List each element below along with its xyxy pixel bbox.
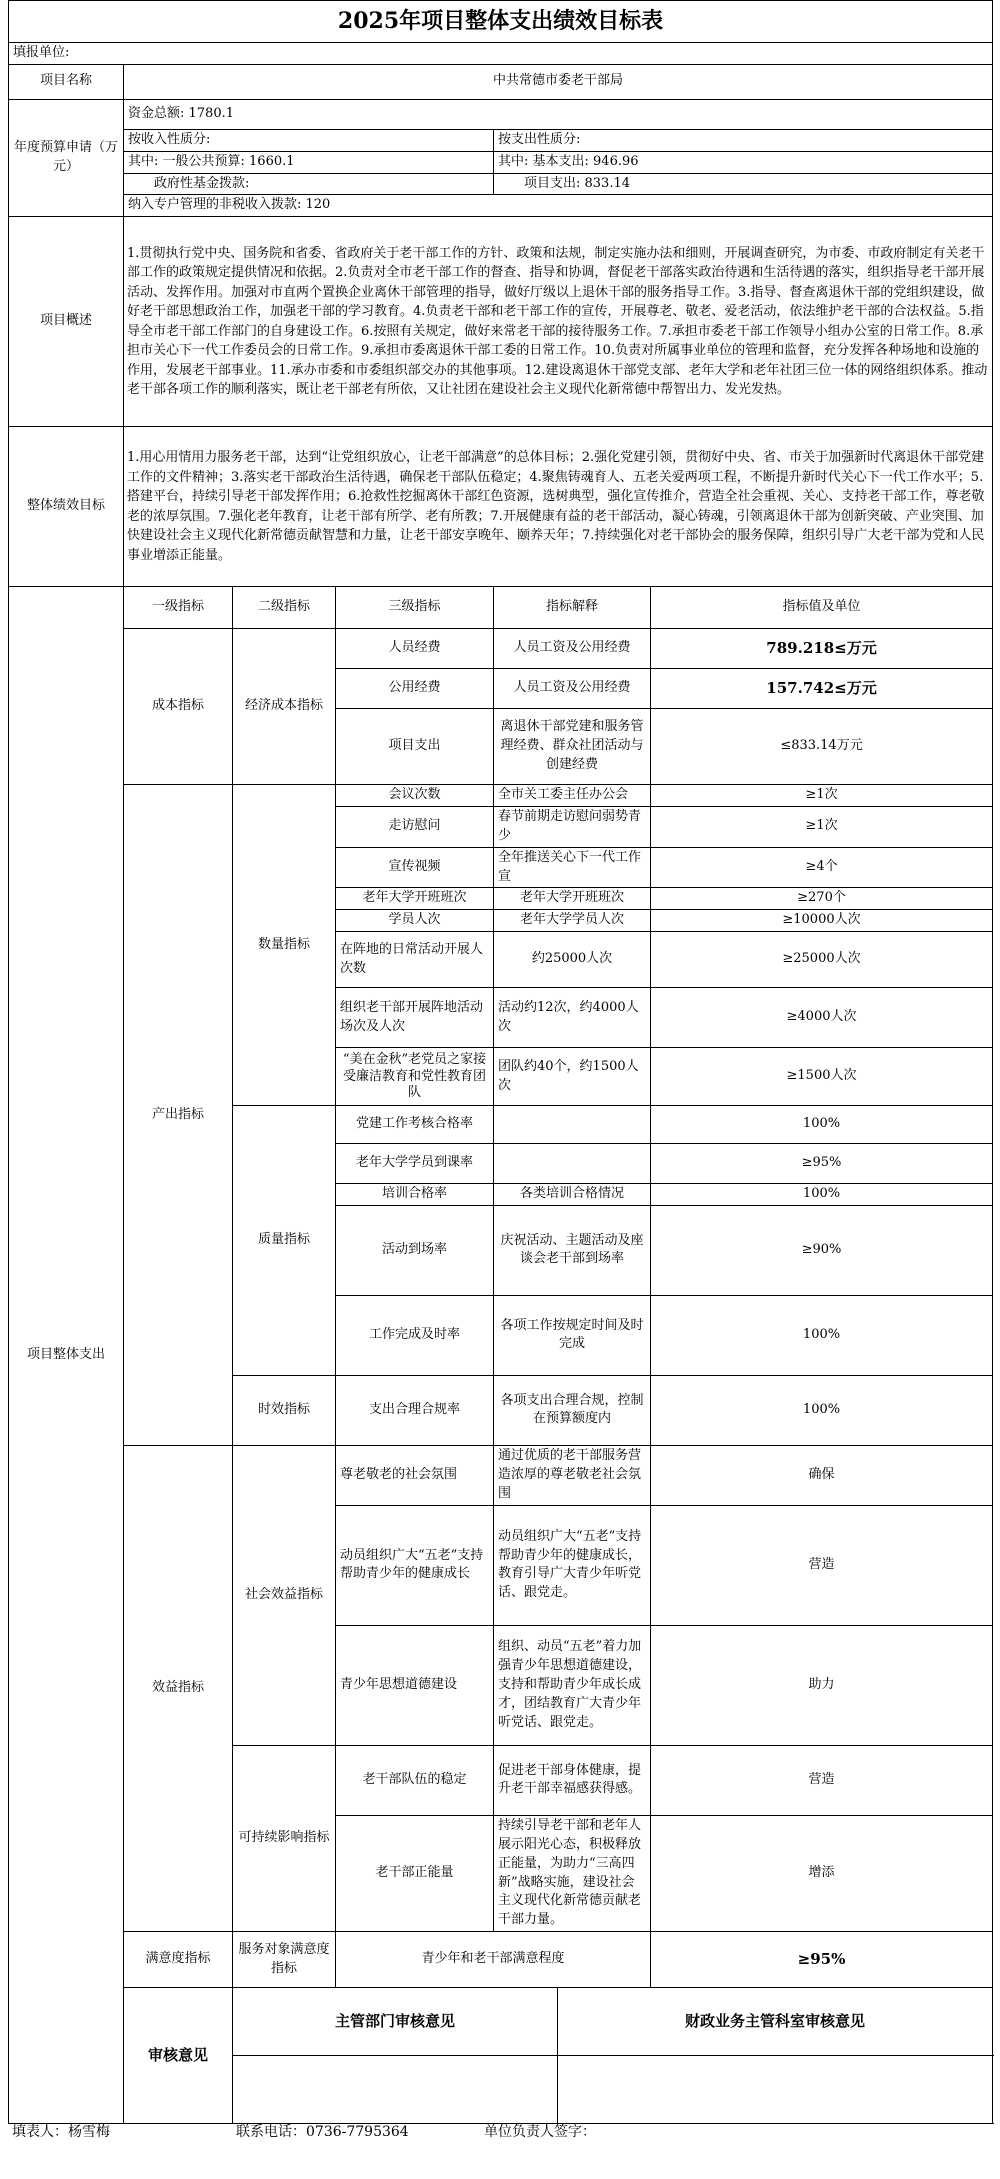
social-l3: 动员组织广大“五老”支持帮助青少年的健康成长 [336, 1505, 494, 1625]
cost-exp: 人员工资及公用经费 [494, 669, 651, 709]
qty-val: ≥25000人次 [651, 932, 993, 988]
qty-l3: 组织老干部开展阵地活动场次及人次 [336, 988, 494, 1048]
sustain-exp: 促进老干部身体健康，提升老干部幸福感获得感。 [494, 1745, 651, 1815]
leader-signature: 单位负责人签字： [484, 2124, 596, 2140]
overview-label: 项目概述 [9, 217, 124, 427]
timeliness-l2: 时效指标 [233, 1375, 336, 1445]
output-l1: 产出指标 [124, 785, 233, 1446]
header-l3: 三级指标 [336, 587, 494, 629]
satisfaction-val: ≥95% [651, 1932, 993, 1988]
budget-fund: 政府性基金拨款: [124, 173, 494, 195]
sustain-exp: 持续引导老干部和老年人展示阳光心态，积极释放正能量，为助力“三高四新”战略实施，建设社会主义现代化新常德贡献老干部力量。 [494, 1815, 651, 1931]
sustain-l3: 老干部正能量 [336, 1815, 494, 1931]
qty-l3: 老年大学开班班次 [336, 888, 494, 910]
cost-val: ≤833.14万元 [651, 709, 993, 785]
cost-l1: 成本指标 [124, 629, 233, 785]
qty-exp: 团队约40个，约1500人次 [494, 1048, 651, 1106]
qual-l3: 工作完成及时率 [336, 1295, 494, 1375]
qty-exp: 全年推送关心下一代工作宣 [494, 847, 651, 888]
qty-l3: 学员人次 [336, 910, 494, 932]
filler-name: 填表人：杨雪梅 [12, 2124, 110, 2140]
goal-text: 1.用心用情用力服务老干部，达到“让党组织放心，让老干部满意”的总体目标；2.强化党建引领，贯彻好中央、省、市关于加强新时代离退休干部党建工作的文件精神；3.落实老干部政治生活待遇，确保老干部队伍稳定；4.聚焦铸魂育人、五老关爱两项工程，不断提升新时代关心下一代工作水平；5.搭建平台，持续引导老干部发挥作用；6.抢救性挖掘离休干部红色资源，选树典型，强化宣传推介，营造全社会重视、关心、支持老干部工作，尊老敬老的浓厚氛围。7.强化老年教育，让老干部有所学、老有所教；7.开展健康有益的老干部活动，凝心铸魂，引领离退休干部为创新突破、产业突围、加快建设社会主义现代化新常德贡献智慧和力量，让老干部安享晚年、颐养天年；7.持续强化对老干部协会的服务保障，组织引导广大老干部为党和人民事业增添正能量。 [124, 427, 993, 587]
qual-val: ≥95% [651, 1144, 993, 1184]
qual-val: 100% [651, 1106, 993, 1144]
qual-exp [494, 1106, 651, 1144]
qty-val: ≥4000人次 [651, 988, 993, 1048]
sustain-l2: 可持续影响指标 [233, 1745, 336, 1931]
social-val: 确保 [651, 1445, 993, 1505]
qual-exp [494, 1144, 651, 1184]
cost-l3: 公用经费 [336, 669, 494, 709]
qual-l3: 活动到场率 [336, 1205, 494, 1295]
cost-exp: 人员工资及公用经费 [494, 629, 651, 669]
time-val: 100% [651, 1375, 993, 1445]
cost-l3: 项目支出 [336, 709, 494, 785]
budget-label: 年度预算申请（万元） [9, 99, 124, 216]
budget-total: 资金总额: 1780.1 [124, 99, 993, 129]
header-l1: 一级指标 [124, 587, 233, 629]
qty-l3: 走访慰问 [336, 807, 494, 848]
qty-l3: 宣传视频 [336, 847, 494, 888]
social-val: 营造 [651, 1505, 993, 1625]
indicators-section-label: 项目整体支出 [9, 587, 124, 2124]
header-value: 指标值及单位 [651, 587, 993, 629]
sustain-val: 增添 [651, 1815, 993, 1931]
social-val: 助力 [651, 1625, 993, 1745]
qty-val: ≥10000人次 [651, 910, 993, 932]
footer [8, 2111, 992, 2151]
social-exp: 动员组织广大“五老”支持帮助青少年的健康成长，教育引导广大青少年听党话、跟党走。 [494, 1505, 651, 1625]
qty-val: ≥1次 [651, 807, 993, 848]
qty-val: ≥270个 [651, 888, 993, 910]
satisfaction-l2: 服务对象满意度指标 [233, 1932, 336, 1988]
filler-unit-label: 填报单位: [9, 43, 993, 65]
cost-exp: 离退休干部党建和服务管理经费、群众社团活动与创建经费 [494, 709, 651, 785]
qty-val: ≥1次 [651, 785, 993, 807]
satisfaction-l1: 满意度指标 [124, 1932, 233, 1988]
qual-l3: 培训合格率 [336, 1184, 494, 1206]
social-l2: 社会效益指标 [233, 1445, 336, 1745]
quantity-l2: 数量指标 [233, 785, 336, 1106]
contact-phone: 联系电话：0736-7795364 [236, 2124, 409, 2140]
qty-exp: 老年大学开班班次 [494, 888, 651, 910]
qty-exp: 春节前期走访慰问弱势青少 [494, 807, 651, 848]
qual-exp: 各类培训合格情况 [494, 1184, 651, 1206]
header-explain: 指标解释 [494, 587, 651, 629]
budget-by-source-label: 按收入性质分: [124, 129, 494, 151]
satisfaction-l3: 青少年和老干部满意程度 [336, 1932, 651, 1988]
sustain-val: 营造 [651, 1745, 993, 1815]
qual-exp: 庆祝活动、主题活动及座谈会老干部到场率 [494, 1205, 651, 1295]
budget-by-use-label: 按支出性质分: [494, 129, 993, 151]
performance-form [8, 0, 992, 2124]
time-exp: 各项支出合理合规，控制在预算额度内 [494, 1375, 651, 1445]
qual-val: ≥90% [651, 1205, 993, 1295]
qty-exp: 约25000人次 [494, 932, 651, 988]
cost-l2: 经济成本指标 [233, 629, 336, 785]
sustain-l3: 老干部队伍的稳定 [336, 1745, 494, 1815]
qual-l3: 老年大学学员到课率 [336, 1144, 494, 1184]
header-l2: 二级指标 [233, 587, 336, 629]
qty-l3: “美在金秋”老党员之家接受廉洁教育和党性教育团队 [336, 1048, 494, 1106]
qual-l3: 党建工作考核合格率 [336, 1106, 494, 1144]
time-l3: 支出合理合规率 [336, 1375, 494, 1445]
project-name-label: 项目名称 [9, 64, 124, 99]
review-label: 审核意见 [124, 1988, 233, 2124]
cost-val: 157.742≤万元 [651, 669, 993, 709]
qual-val: 100% [651, 1295, 993, 1375]
review-finance: 财政业务主管科室审核意见 [558, 1988, 993, 2056]
cost-val: 789.218≤万元 [651, 629, 993, 669]
qty-exp: 活动约12次，约4000人次 [494, 988, 651, 1048]
social-l3: 尊老敬老的社会氛围 [336, 1445, 494, 1505]
page-title: 2025年项目整体支出绩效目标表 [9, 1, 993, 43]
qual-exp: 各项工作按规定时间及时完成 [494, 1295, 651, 1375]
overview-text: 1.贯彻执行党中央、国务院和省委、省政府关于老干部工作的方针、政策和法规，制定实施办法和细则，开展调查研究，为市委、市政府制定有关老干部工作的政策规定提供情况和依据。2.负责对全市老干部工作的督查、指导和协调，督促老干部落实政治待遇和生活待遇的落实，组织指导老干部开展活动、发挥作用。加强对市直两个置换企业离休干部管理的指导，做好厅级以上退休干部的服务指导工作。3.指导、督查离退休干部的党组织建设，做好老干部思想政治工作，加强老干部的学习教育。4.负责老干部和老干部工作的宣传，开展尊老、敬老、爱老活动，依法维护老干部的合法权益。5.指导全市老干部工作部门的自身建设工作。6.按照有关规定，做好来常老干部的接待服务工作。7.承担市委老干部工作领导小组办公室的日常工作。8.承担市关心下一代工作委员会的日常工作。9.承担市委离退休干部工委的日常工作。10.负责对所属事业单位的管理和监督，充分发挥各种场地和设施的作用，发展老干部事业。11.承办市委和市委组织部交办的其他事项。12.建设离退休干部党支部、老年大学和老年社团三位一体的网络组织体系。推动老干部各项工作的顺利落实，既让老干部老有所依，又让社团在建设社会主义现代化新常德中帮智出力、发光发热。 [124, 217, 993, 427]
qty-l3: 会议次数 [336, 785, 494, 807]
qual-val: 100% [651, 1184, 993, 1206]
social-exp: 通过优质的老干部服务营造浓厚的尊老敬老社会氛围 [494, 1445, 651, 1505]
budget-nontax: 纳入专户管理的非税收入拨款: 120 [124, 195, 993, 217]
qty-val: ≥1500人次 [651, 1048, 993, 1106]
social-exp: 组织、动员“五老”着力加强青少年思想道德建设，支持和帮助青少年成长成才，团结教育广大青少年听党话、跟党走。 [494, 1625, 651, 1745]
review-dept: 主管部门审核意见 [233, 1988, 558, 2056]
cost-l3: 人员经费 [336, 629, 494, 669]
benefit-l1: 效益指标 [124, 1445, 233, 1931]
form-table [8, 0, 993, 2124]
budget-general: 其中: 一般公共预算: 1660.1 [124, 151, 494, 173]
goal-label: 整体绩效目标 [9, 427, 124, 587]
project-name-value: 中共常德市委老干部局 [124, 64, 993, 99]
budget-basic: 其中: 基本支出: 946.96 [494, 151, 993, 173]
qty-l3: 在阵地的日常活动开展人次数 [336, 932, 494, 988]
quality-l2: 质量指标 [233, 1106, 336, 1376]
qty-exp: 全市关工委主任办公会 [494, 785, 651, 807]
budget-project: 项目支出: 833.14 [494, 173, 993, 195]
qty-exp: 老年大学学员人次 [494, 910, 651, 932]
social-l3: 青少年思想道德建设 [336, 1625, 494, 1745]
qty-val: ≥4个 [651, 847, 993, 888]
